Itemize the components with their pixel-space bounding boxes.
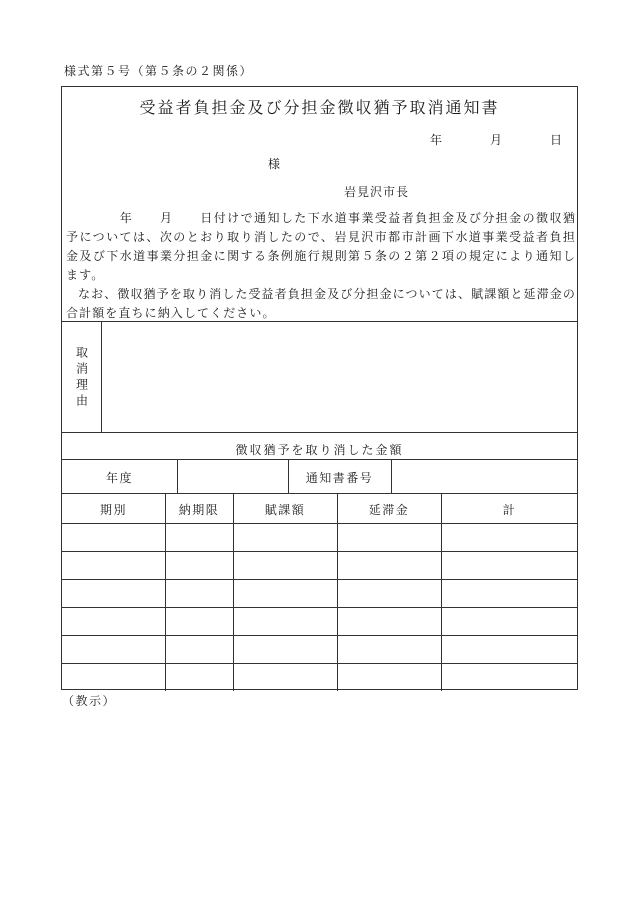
divider: [62, 432, 577, 433]
date-year-label: 年: [430, 133, 443, 147]
notice-body: [66, 209, 576, 323]
notice-number-label: 通知書番号: [305, 471, 374, 485]
table-header-assessed-amount: 賦課額: [264, 503, 306, 517]
table-row[interactable]: [62, 580, 578, 607]
table-header-due-date: 納期限: [178, 503, 220, 517]
table-row[interactable]: [62, 552, 578, 579]
cancellation-reason-field[interactable]: [102, 322, 578, 432]
table-header-total: 計: [502, 503, 517, 517]
divider: [62, 493, 577, 494]
body-paragraph-2: なお、徴収猶予を取り消した受益者負担金及び分担金については、賦課額と延滞金の合計額を直ちに納入してください。: [66, 287, 576, 320]
cancellation-reason-label: 取消理由: [74, 346, 89, 410]
addressee-suffix: 様: [268, 157, 281, 171]
table-row[interactable]: [62, 636, 578, 663]
table-header-period: 期別: [99, 503, 127, 517]
issuer-name: 岩見沢市長: [344, 185, 410, 199]
document-title: 受益者負担金及び分担金徴収猶予取消通知書: [139, 98, 500, 117]
table-row[interactable]: [62, 524, 578, 551]
date-month-label: 月: [490, 133, 503, 147]
instruction-note: （教示）: [62, 694, 117, 708]
table-row[interactable]: [62, 608, 578, 635]
notice-form: [61, 86, 578, 690]
table-row[interactable]: [62, 664, 578, 690]
fiscal-year-label: 年度: [105, 471, 133, 485]
date-day-label: 日: [550, 133, 563, 147]
table-header-late-fee: 延滞金: [368, 503, 410, 517]
fiscal-year-field[interactable]: [178, 460, 288, 493]
amount-section-title: 徴収猶予を取り消した金額: [235, 443, 404, 457]
body-paragraph-1: 年 月 日付けで通知した下水道事業受益者負担金及び分担金の徴収猶予については、次のとおり取り消したので、岩見沢市都市計画下水道事業受益者負担金及び下水道事業分担金に関する条例施行規則第５条の２第２項の規定により通知します。: [66, 211, 576, 282]
notice-number-field[interactable]: [392, 460, 578, 493]
form-number-label: 様式第５号（第５条の２関係）: [64, 64, 254, 78]
